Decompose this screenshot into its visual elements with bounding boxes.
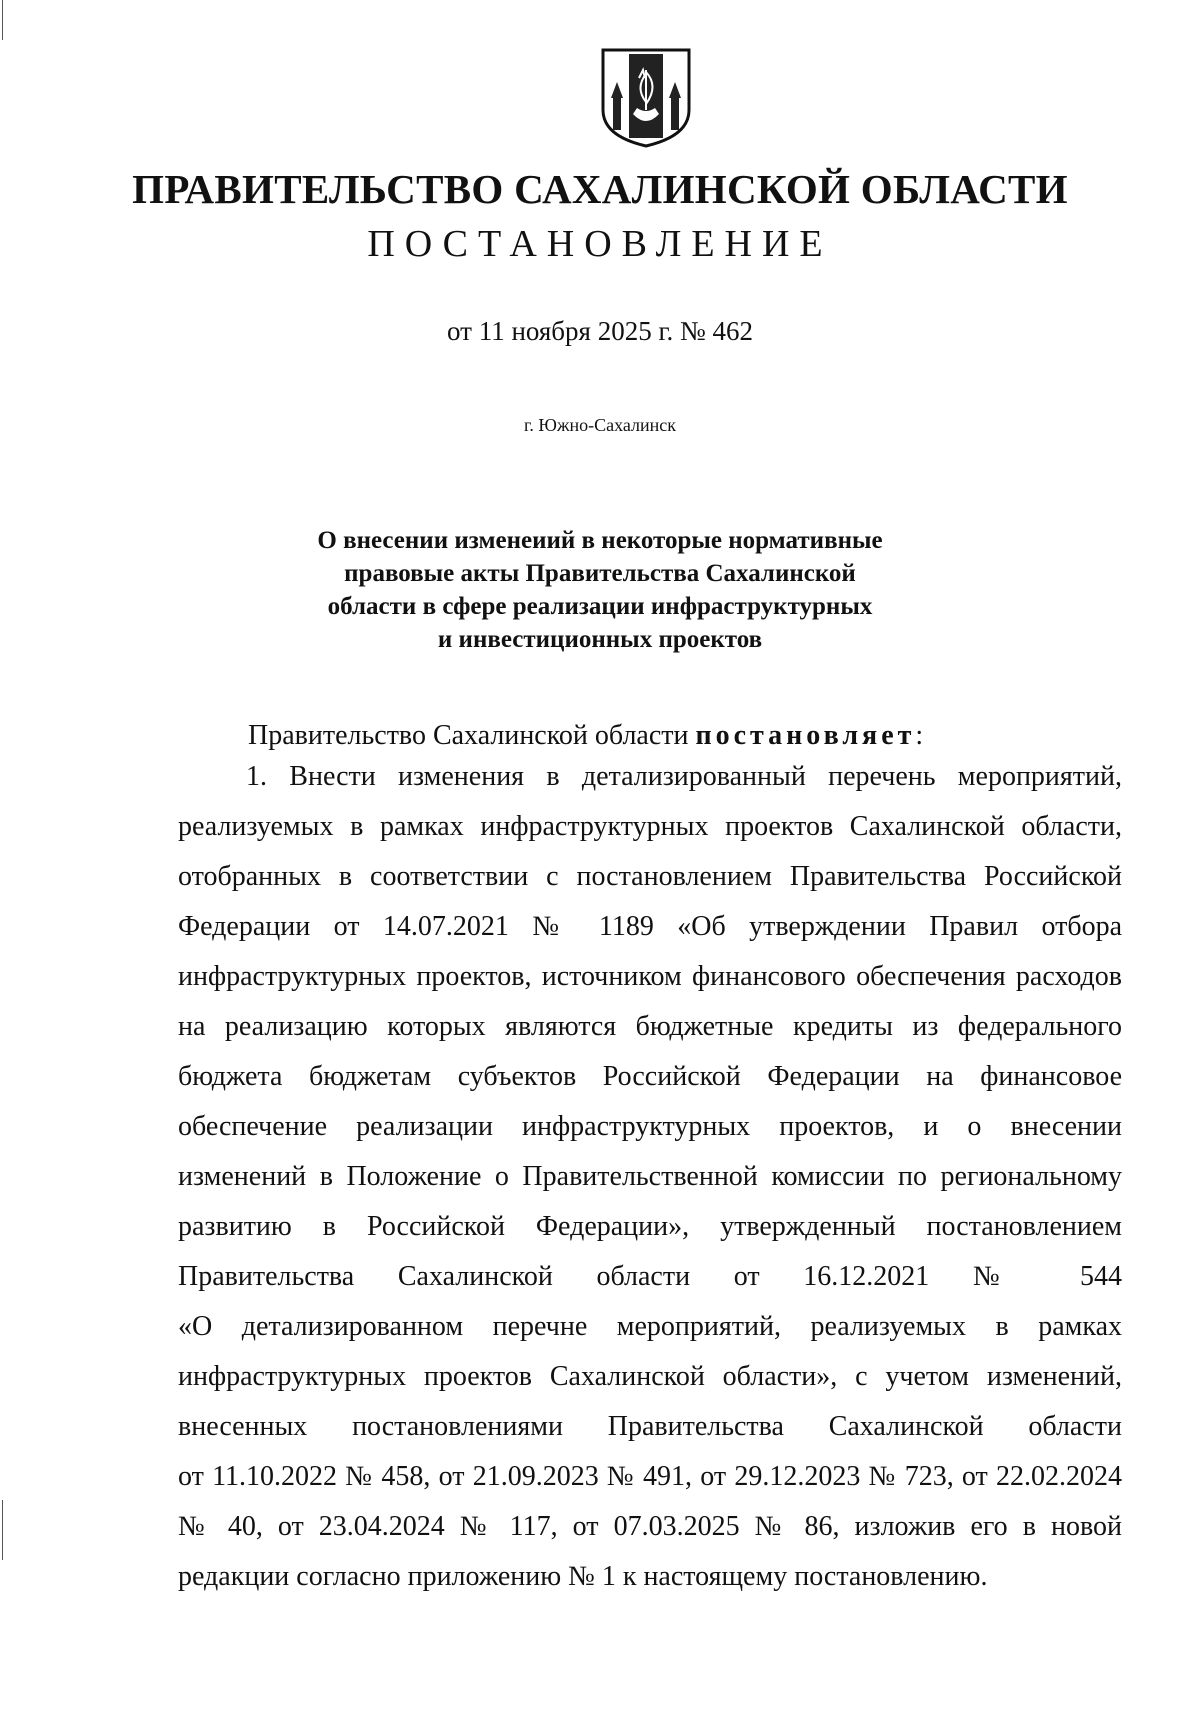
paragraph-line: Правительства Сахалинской области от 16.12.2021 № 544: [178, 1261, 1122, 1292]
scan-edge-mark: [2, 1500, 3, 1560]
paragraph-line: бюджета бюджетам субъектов Российской Федерации на финансовое: [178, 1061, 1122, 1092]
paragraph-line: 1. Внести изменения в детализированный перечень мероприятий,: [246, 761, 1122, 792]
paragraph-line: инфраструктурных проектов, источником финансового обеспечения расходов: [178, 961, 1122, 992]
document-subject: [300, 524, 900, 656]
paragraph-line: изменений в Положение о Правительственной комиссии по региональному: [178, 1161, 1122, 1192]
intro-text: Правительство Сахалинской области: [248, 720, 689, 751]
paragraph-line: на реализацию которых являются бюджетные кредиты из федерального: [178, 1011, 1122, 1042]
paragraph-line: «О детализированном перечне мероприятий, реализуемых в рамках: [178, 1311, 1122, 1342]
paragraph-line: № 40, от 23.04.2024 № 117, от 07.03.2025 № 86, изложив его в новой: [178, 1511, 1122, 1542]
paragraph-1: [178, 752, 1122, 1602]
paragraph-line: отобранных в соответствии с постановлением Правительства Российской: [178, 861, 1122, 892]
paragraph-line: внесенных постановлениями Правительства Сахалинской области: [178, 1411, 1122, 1442]
subject-line: О внесении изменеиий в некоторые нормативные: [317, 527, 883, 554]
subject-line: правовые акты Правительства Сахалинской: [344, 560, 856, 587]
subject-line: области в сфере реализации инфраструктурных: [327, 593, 873, 620]
intro-end: :: [915, 720, 924, 751]
coat-of-arms-icon: [599, 48, 693, 148]
resolution-intro: [248, 720, 923, 752]
paragraph-line: инфраструктурных проектов Сахалинской области», с учетом изменений,: [178, 1361, 1122, 1392]
paragraph-line: реализуемых в рамках инфраструктурных проектов Сахалинской области,: [178, 811, 1122, 842]
organization-title: ПРАВИТЕЛЬСТВО САХАЛИНСКОЙ ОБЛАСТИ: [132, 166, 1068, 212]
paragraph-line: развитию в Российской Федерации», утвержденный постановлением: [178, 1211, 1122, 1242]
paragraph-line: обеспечение реализации инфраструктурных проектов, и о внесении: [178, 1111, 1122, 1142]
document-place: г. Южно-Сахалинск: [523, 415, 677, 435]
paragraph-line: Федерации от 14.07.2021 № 1189 «Об утверждении Правил отбора: [178, 911, 1122, 942]
intro-keyword: постановляет: [695, 720, 916, 751]
paragraph-line: от 11.10.2022 № 458, от 21.09.2023 № 491, от 29.12.2023 № 723, от 22.02.2024: [178, 1461, 1122, 1492]
scan-edge-mark: [2, 0, 3, 40]
paragraph-line: редакции согласно приложению № 1 к настоящему постановлению.: [178, 1561, 988, 1592]
document-date-number: от 11 ноября 2025 г. № 462: [447, 316, 753, 346]
subject-line: и инвестиционных проектов: [437, 626, 763, 653]
document-type: ПОСТАНОВЛЕНИЕ: [367, 223, 833, 265]
